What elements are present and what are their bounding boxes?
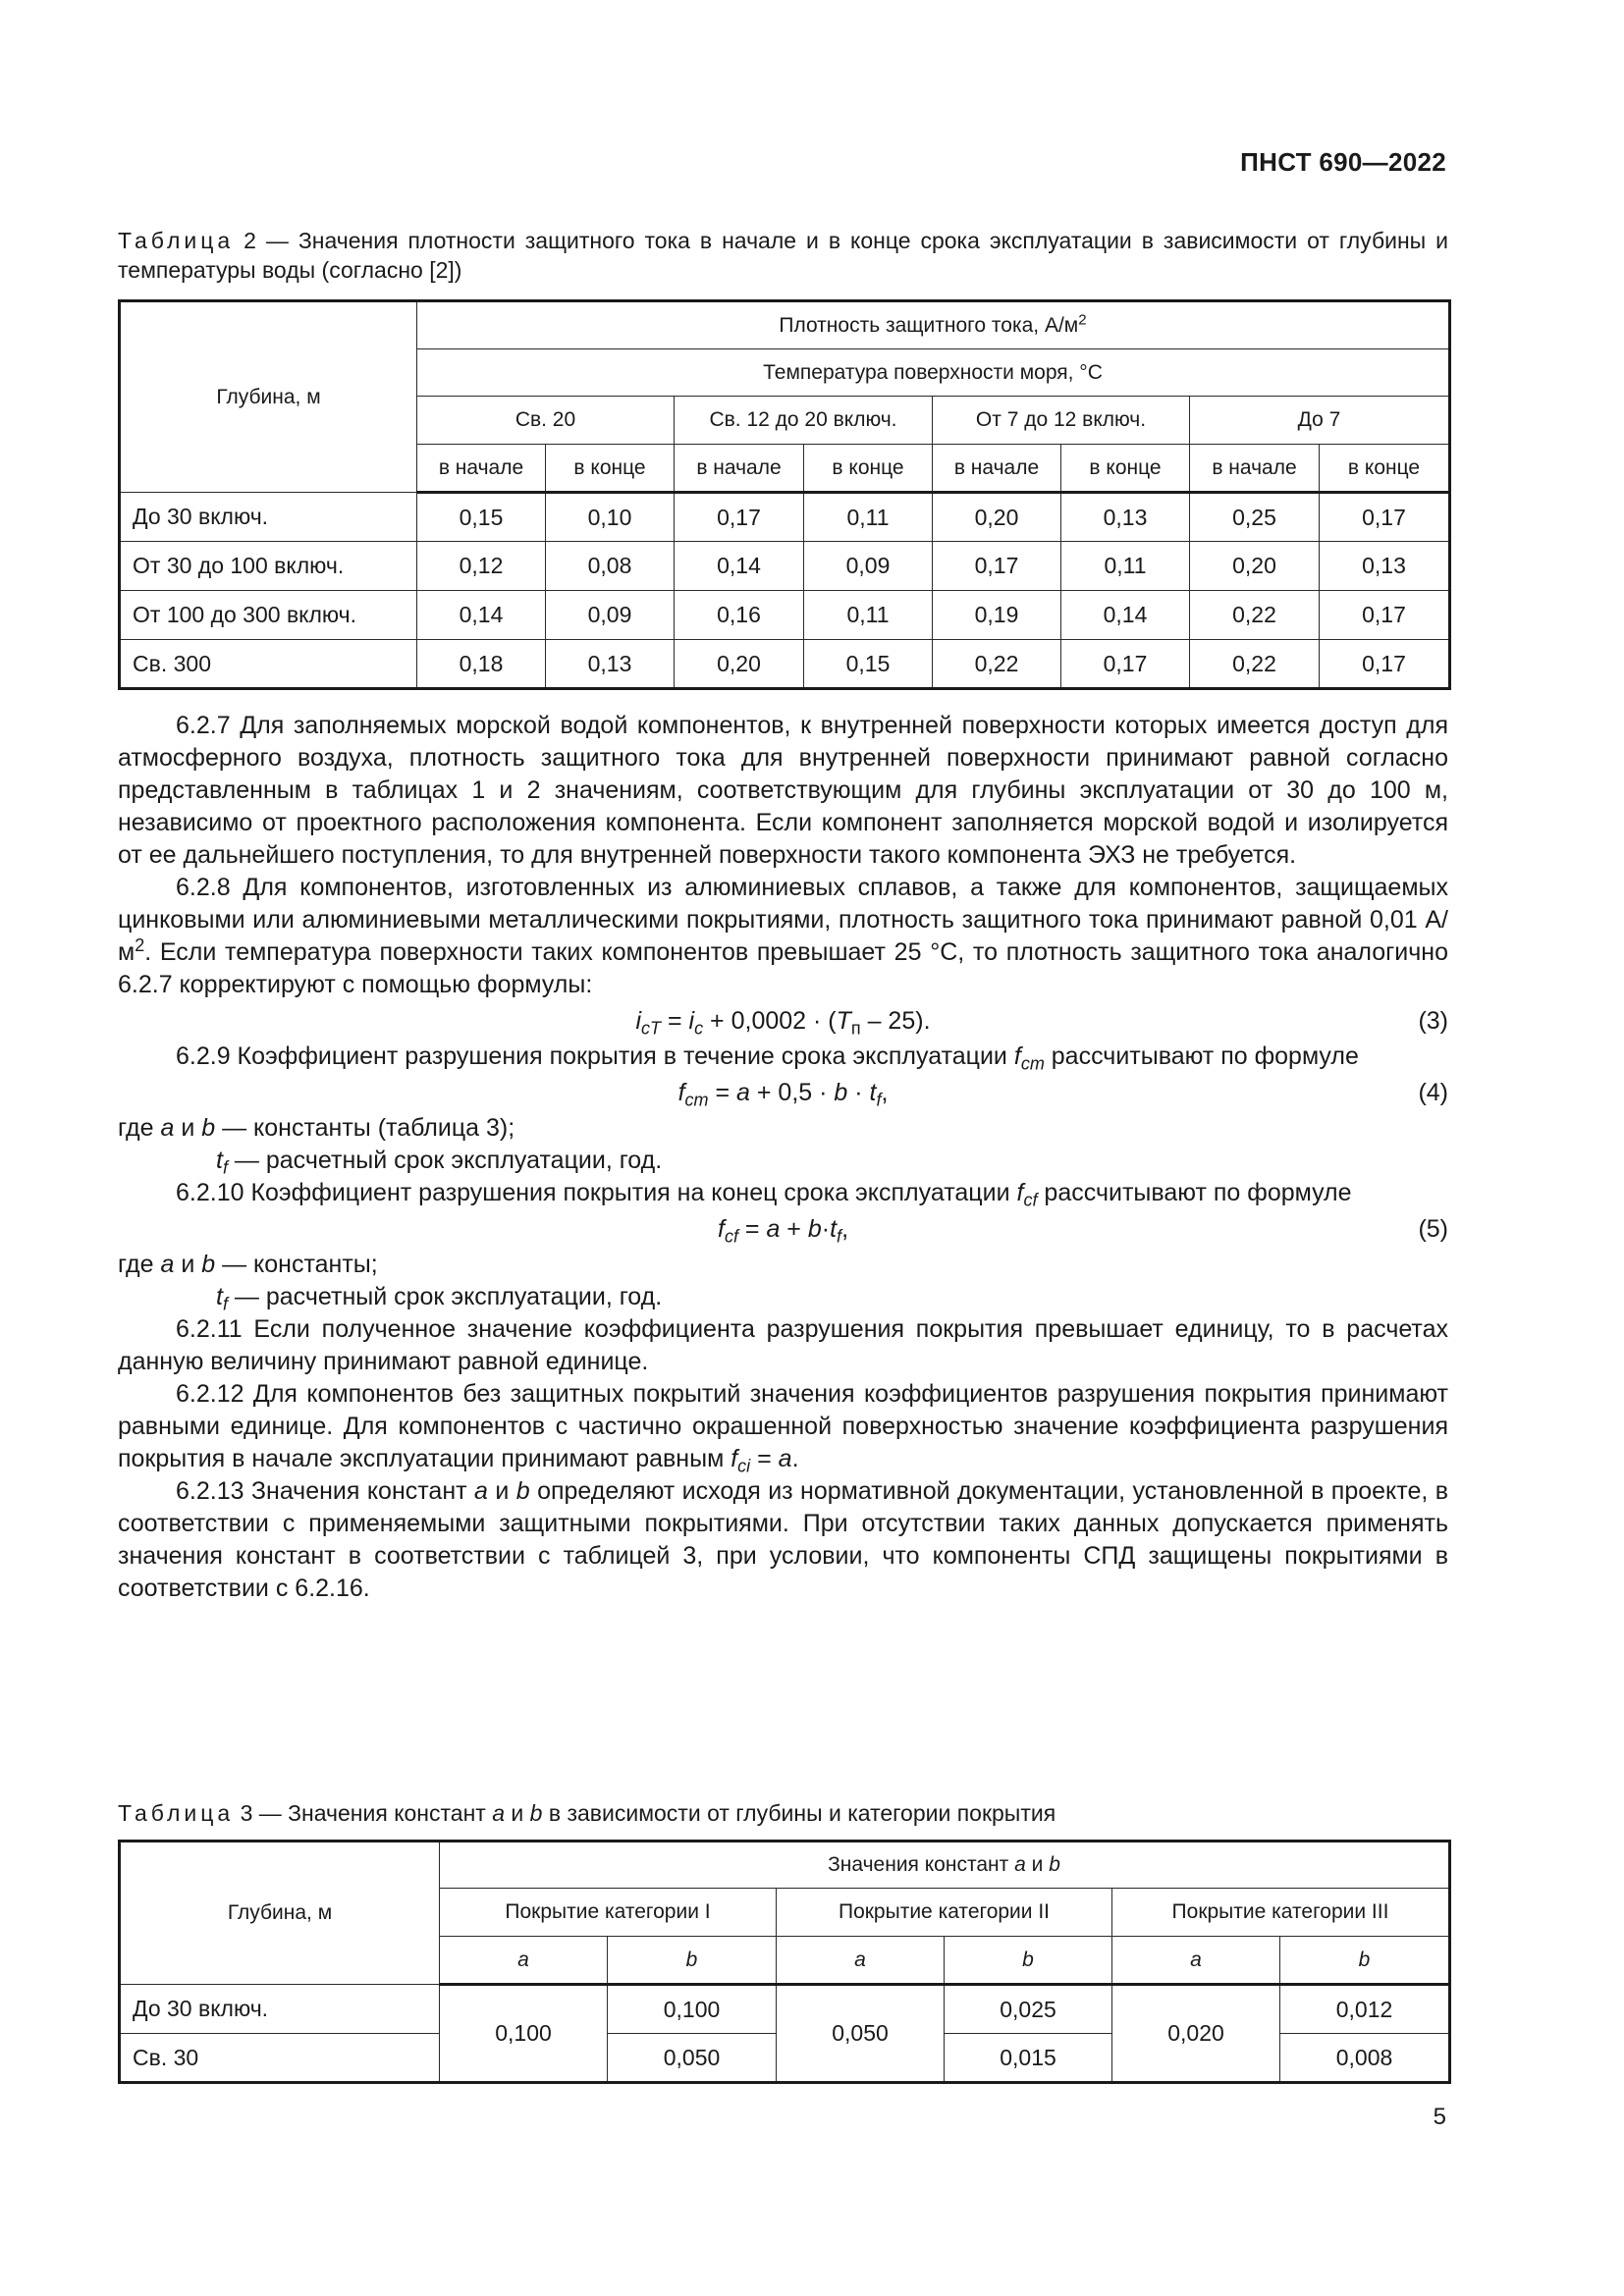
table-2-subheader-end: в конце xyxy=(1320,445,1450,493)
table-2-caption xyxy=(118,226,1448,285)
table-cell: 0,14 xyxy=(417,591,546,640)
table-cell: 0,22 xyxy=(933,640,1061,689)
table-2-subheader-begin: в начале xyxy=(933,445,1061,493)
table-3-depth-cell: Св. 30 xyxy=(120,2034,440,2083)
table-2-subheader-end: в конце xyxy=(804,445,933,493)
table-cell: 0,17 xyxy=(933,542,1061,591)
table-cell: 0,020 xyxy=(1112,1985,1280,2083)
table-cell: 0,008 xyxy=(1280,2034,1450,2083)
table-3-col-a: a xyxy=(1112,1937,1280,1985)
table-row xyxy=(120,1985,1450,2034)
table-2-caption-label: Таблица xyxy=(118,228,235,253)
table-2-subheader-begin: в начале xyxy=(675,445,804,493)
table-cell: 0,100 xyxy=(440,1985,608,2083)
table-cell: 0,12 xyxy=(417,542,546,591)
table-2-caption-text: 2 — Значения плотности защитного тока в начале и в конце срока эксплуатации в зависимости от глубины и температуры воды (согласно [2]) xyxy=(118,228,1448,283)
table-cell: 0,17 xyxy=(1061,640,1190,689)
table-3 xyxy=(118,1840,1451,2084)
paragraph-6-2-7: 6.2.7 Для заполняемых морской водой компонентов, к внутренней поверхности которых имеется доступ для атмосферного воздуха, плотность защитного тока для внутренней поверхности принимают равной согласно представленным в таблицах 1 и 2 значениям, соответствующим для глубины эксплуатации от 30 до 100 м, независимо от проектного расположения компонента. Если компонент заполняется морской водой и изолируется от ее дальнейшего поступления, то для внутренней поверхности такого компонента ЭХЗ не требуется. xyxy=(118,712,1448,869)
formula-3-expression: $i_{cT} = i_c + 0,0002 \cdot (T_п - 25)$. xyxy=(635,1007,931,1039)
formula-4 xyxy=(118,1073,1448,1112)
paragraph-6-2-12: 6.2.12 Для компонентов без защитных покрытий значения коэффициентов разрушения покрытия принимают равными единице. Для компонентов с частично окрашенной поверхностью значение коэффициента разрушения покрытия в начале эксплуатации принимают равным $f_{ci} = a$. xyxy=(118,1380,1448,1476)
table-cell: 0,13 xyxy=(1061,493,1190,542)
table-3-caption: Таблица 3 — Значения констант a и b в зависимости от глубины и категории покрытия xyxy=(118,1800,1056,1826)
formula-3-number: (3) xyxy=(1418,1007,1448,1035)
paragraph-6-2-13: 6.2.13 Значения констант a и b определяют исходя из нормативной документации, установленной в проекте, в соответствии с применяемыми защитными покрытиями. При отсутствии таких данных допускается применять значения констант в соответствии с таблицей 3, при условии, что компоненты СПД защищены покрытиями в соответствии с 6.2.16. xyxy=(118,1477,1448,1602)
table-2-subheader-end: в конце xyxy=(1061,445,1190,493)
table-2-subheader-begin: в начале xyxy=(1190,445,1320,493)
table-cell: 0,20 xyxy=(933,493,1061,542)
table-cell: 0,100 xyxy=(608,1985,777,2034)
formula-5-where: где a и b — константы; xyxy=(118,1251,378,1278)
table-3-depth-header: Глубина, м xyxy=(120,1842,440,1985)
table-cell: 0,17 xyxy=(675,493,804,542)
paragraph-6-2-9: 6.2.9 Коэффициент разрушения покрытия в течение срока эксплуатации $f_{cm}$ рассчитывают по формуле xyxy=(176,1042,1359,1074)
table-3-caption-label: Таблица xyxy=(118,1800,235,1826)
table-row xyxy=(120,542,1450,591)
table-cell: 0,09 xyxy=(546,591,675,640)
table-2-range-header: Св. 12 до 20 включ. xyxy=(675,397,933,445)
page-number: 5 xyxy=(1433,2104,1446,2130)
formula-5-expression: $f_{cf} = a + b\cdot t_f$, xyxy=(717,1215,849,1247)
formula-4-where: где a и b — константы (таблица 3); xyxy=(118,1114,515,1142)
table-cell: 0,13 xyxy=(546,640,675,689)
table-cell: 0,18 xyxy=(417,640,546,689)
table-3-category-header: Покрытие категории III xyxy=(1112,1889,1450,1937)
table-cell: 0,16 xyxy=(675,591,804,640)
table-2-depth-cell: До 30 включ. xyxy=(120,493,417,542)
formula-4-tf-definition: $t_f$ — расчетный срок эксплуатации, год. xyxy=(216,1147,663,1178)
table-cell: 0,13 xyxy=(1320,542,1450,591)
table-2-range-header: От 7 до 12 включ. xyxy=(933,397,1190,445)
formula-4-expression: $f_{cm} = a + 0,5 \cdot b \cdot t_f$, xyxy=(677,1079,889,1110)
body-text xyxy=(118,710,1448,1605)
table-cell: 0,14 xyxy=(675,542,804,591)
table-cell: 0,19 xyxy=(933,591,1061,640)
table-cell: 0,17 xyxy=(1320,591,1450,640)
table-3-col-b: b xyxy=(1280,1937,1450,1985)
table-row xyxy=(120,493,1450,542)
table-3-category-header: Покрытие категории II xyxy=(777,1889,1112,1937)
table-cell: 0,14 xyxy=(1061,591,1190,640)
table-3-category-header: Покрытие категории I xyxy=(440,1889,777,1937)
table-2-depth-header: Глубина, м xyxy=(120,301,417,493)
table-2-subheader-begin: в начале xyxy=(417,445,546,493)
table-cell: 0,050 xyxy=(608,2034,777,2083)
table-cell: 0,050 xyxy=(777,1985,945,2083)
table-cell: 0,11 xyxy=(804,493,933,542)
table-cell: 0,22 xyxy=(1190,640,1320,689)
table-cell: 0,25 xyxy=(1190,493,1320,542)
table-cell: 0,17 xyxy=(1320,493,1450,542)
table-cell: 0,11 xyxy=(804,591,933,640)
table-cell: 0,015 xyxy=(945,2034,1112,2083)
table-row xyxy=(120,640,1450,689)
table-cell: 0,22 xyxy=(1190,591,1320,640)
formula-5 xyxy=(118,1209,1448,1249)
table-2-temperature-header: Температура поверхности моря, °С xyxy=(417,349,1450,397)
table-cell: 0,15 xyxy=(417,493,546,542)
table-2-depth-cell: От 100 до 300 включ. xyxy=(120,591,417,640)
table-2-depth-cell: От 30 до 100 включ. xyxy=(120,542,417,591)
table-cell: 0,20 xyxy=(675,640,804,689)
formula-5-tf-definition: $t_f$ — расчетный срок эксплуатации, год. xyxy=(216,1283,663,1314)
table-2-subheader-end: в конце xyxy=(546,445,675,493)
formula-3 xyxy=(118,1001,1448,1041)
table-2-range-header: До 7 xyxy=(1190,397,1450,445)
table-2-range-header: Св. 20 xyxy=(417,397,675,445)
table-cell: 0,11 xyxy=(1061,542,1190,591)
table-3-col-a: a xyxy=(440,1937,608,1985)
table-3-col-b: b xyxy=(608,1937,777,1985)
table-2 xyxy=(118,299,1451,690)
table-cell: 0,15 xyxy=(804,640,933,689)
table-cell: 0,20 xyxy=(1190,542,1320,591)
table-cell: 0,025 xyxy=(945,1985,1112,2034)
table-3-col-a: a xyxy=(777,1937,945,1985)
table-cell: 0,08 xyxy=(546,542,675,591)
table-3-constants-header: Значения констант a и b xyxy=(440,1842,1450,1889)
table-row xyxy=(120,591,1450,640)
paragraph-6-2-11: 6.2.11 Если полученное значение коэффициента разрушения покрытия превышает единицу, то в расчетах данную величину принимают равной единице. xyxy=(118,1315,1448,1375)
formula-5-number: (5) xyxy=(1418,1215,1448,1243)
table-cell: 0,10 xyxy=(546,493,675,542)
table-cell: 0,17 xyxy=(1320,640,1450,689)
table-2-density-header: Плотность защитного тока, $А/м^2$ xyxy=(417,301,1450,349)
table-3-col-b: b xyxy=(945,1937,1112,1985)
document-id: ПНСТ 690—2022 xyxy=(1240,147,1446,177)
table-3-depth-cell: До 30 включ. xyxy=(120,1985,440,2034)
table-cell: 0,012 xyxy=(1280,1985,1450,2034)
formula-4-number: (4) xyxy=(1418,1079,1448,1106)
table-2-depth-cell: Св. 300 xyxy=(120,640,417,689)
table-cell: 0,09 xyxy=(804,542,933,591)
paragraph-6-2-8: 6.2.8 Для компонентов, изготовленных из алюминиевых сплавов, а также для компонентов, защищаемых цинковыми или алюминиевыми металлическими покрытиями, плотность защитного тока принимают равной 0,01 $А/м^2$. Если температура поверхности таких компонентов превышает 25 °С, то плотность защитного тока аналогично 6.2.7 корректируют с помощью формулы: xyxy=(118,874,1448,998)
paragraph-6-2-10: 6.2.10 Коэффициент разрушения покрытия на конец срока эксплуатации $f_{cf}$ рассчитывают по формуле xyxy=(176,1179,1352,1210)
